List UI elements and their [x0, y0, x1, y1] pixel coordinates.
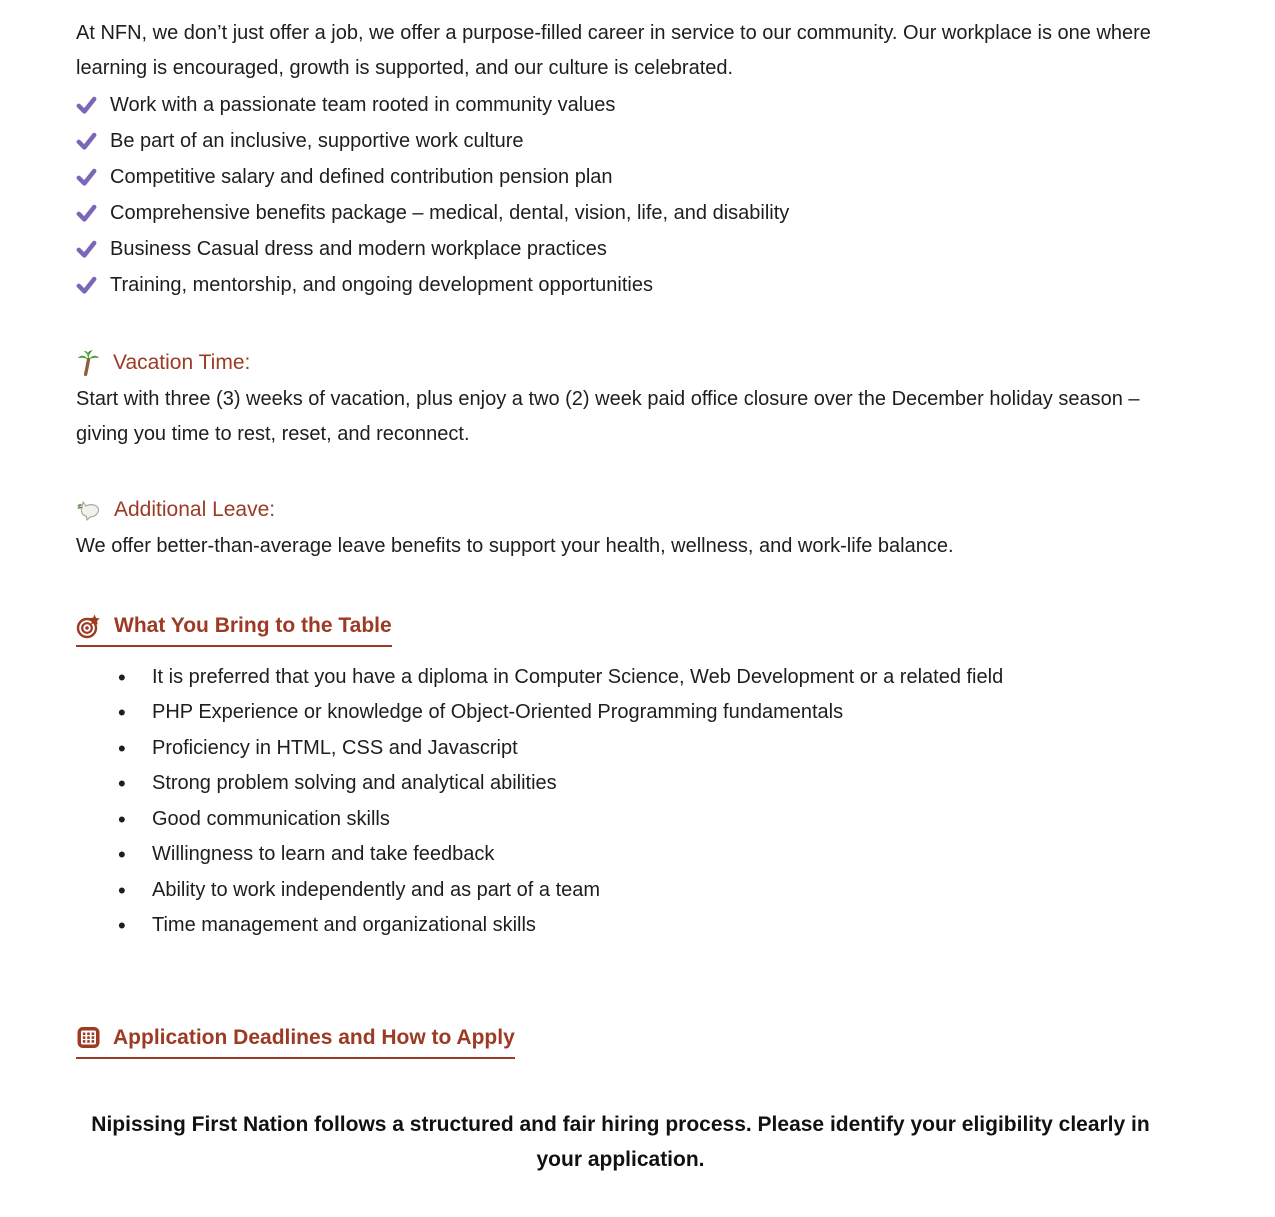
- check-icon: [76, 195, 97, 231]
- section-title: Additional Leave:: [114, 498, 276, 521]
- check-icon: [76, 123, 97, 159]
- list-item: • Strong problem solving and analytical abilities: [118, 766, 1165, 802]
- list-item: • Proficiency in HTML, CSS and Javascript: [118, 731, 1165, 767]
- additional-leave-paragraph: We offer better-than-average leave benefits to support your health, wellness, and work-life balance.: [76, 535, 954, 557]
- list-item: [76, 267, 1165, 303]
- dove-icon: [76, 498, 102, 522]
- list-item: [76, 87, 1165, 123]
- underline-group: [76, 608, 392, 647]
- perk-text: Competitive salary and defined contribution pension plan: [110, 166, 613, 188]
- perk-text: Work with a passionate team rooted in community values: [110, 94, 616, 116]
- check-icon: [76, 231, 97, 267]
- requirements-list: [76, 660, 1165, 944]
- check-icon: [76, 87, 97, 123]
- list-item: • PHP Experience or knowledge of Object-Oriented Programming fundamentals: [118, 695, 1165, 731]
- perk-text: Comprehensive benefits package – medical, dental, vision, life, and disability: [110, 202, 790, 224]
- vacation-time-heading: [76, 345, 1165, 380]
- section-title: What You Bring to the Table: [114, 614, 392, 637]
- perk-text: Business Casual dress and modern workplace practices: [110, 238, 607, 260]
- check-icon: [76, 159, 97, 195]
- list-item: • Willingness to learn and take feedback: [118, 837, 1165, 873]
- calendar-icon: [76, 1025, 101, 1050]
- underline-group: [76, 1020, 515, 1059]
- perk-text: Training, mentorship, and ongoing development opportunities: [110, 274, 653, 296]
- perk-text: Be part of an inclusive, supportive work culture: [110, 130, 524, 152]
- closing-statement: Nipissing First Nation follows a structured and fair hiring process. Please identify your eligibility clearly in your application.: [91, 1112, 1150, 1171]
- application-deadlines-heading: [76, 1020, 1165, 1061]
- list-item: [76, 159, 1165, 195]
- list-item: [76, 231, 1165, 267]
- list-item: • Time management and organizational skills: [118, 908, 1165, 944]
- target-dart-icon: [76, 613, 102, 639]
- list-item: • It is preferred that you have a diploma in Computer Science, Web Development or a related field: [118, 660, 1165, 696]
- what-you-bring-heading: [76, 608, 1165, 650]
- vacation-paragraph: Start with three (3) weeks of vacation, plus enjoy a two (2) week paid office closure over the December holiday season – giving you time to rest, reset, and reconnect.: [76, 388, 1140, 445]
- intro-paragraph: At NFN, we don’t just offer a job, we offer a purpose-filled career in service to our community. Our workplace is one where learning is encouraged, growth is supported, and our culture is celebrated.: [76, 22, 1151, 79]
- palm-tree-icon: [76, 349, 101, 376]
- list-item: [76, 195, 1165, 231]
- list-item: • Good communication skills: [118, 802, 1165, 838]
- section-title: Application Deadlines and How to Apply: [113, 1025, 515, 1049]
- list-item: [76, 123, 1165, 159]
- check-icon: [76, 267, 97, 303]
- list-item: • Ability to work independently and as part of a team: [118, 873, 1165, 909]
- perks-list: [76, 87, 1165, 303]
- section-title: Vacation Time:: [113, 351, 251, 374]
- additional-leave-heading: [76, 492, 1165, 527]
